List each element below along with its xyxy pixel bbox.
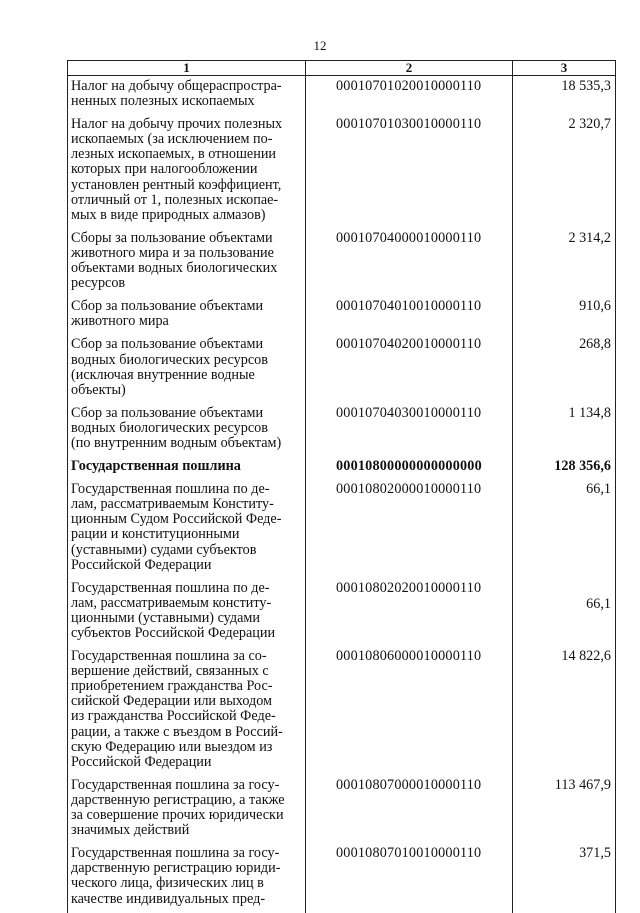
- row-code: 00010704020010000110: [306, 335, 513, 403]
- table-row: [68, 404, 616, 457]
- column-header-2: 2: [306, 61, 513, 76]
- table-row: [68, 457, 616, 480]
- table-row: [68, 776, 616, 844]
- row-name: Государственная пошлина за госу- дарственную регистрацию, а также за совершение прочих юридически значимых действий: [68, 776, 306, 844]
- row-code: 00010701020010000110: [306, 76, 513, 116]
- row-amount: 113 467,9: [513, 776, 616, 844]
- table-row: [68, 844, 616, 912]
- row-amount: 910,6: [513, 297, 616, 335]
- column-header-1: 1: [68, 61, 306, 76]
- row-amount: 18 535,3: [513, 76, 616, 116]
- row-code: 00010807000010000110: [306, 776, 513, 844]
- row-amount: 371,5: [513, 844, 616, 912]
- budget-table: [67, 60, 616, 913]
- row-amount: 2 314,2: [513, 229, 616, 297]
- table-row: [68, 335, 616, 403]
- column-header-3: 3: [513, 61, 616, 76]
- row-code: 00010704030010000110: [306, 404, 513, 457]
- row-code: 00010701030010000110: [306, 115, 513, 229]
- row-amount: 128 356,6: [513, 457, 616, 480]
- row-code: 00010800000000000000: [306, 457, 513, 480]
- row-code: 00010806000010000110: [306, 647, 513, 776]
- row-name: Сбор за пользование объектами водных биологических ресурсов (исключая внутренние водные объекты): [68, 335, 306, 403]
- row-amount: 1 134,8: [513, 404, 616, 457]
- row-name: Государственная пошлина по де- лам, рассматриваемым конститу- ционными (уставными) судами субъектов Российской Федерации: [68, 579, 306, 647]
- row-amount: 66,1: [513, 480, 616, 579]
- table-row: [68, 76, 616, 116]
- row-name: Государственная пошлина по де- лам, рассматриваемым Конститу- ционным Судом Российской Феде- рации и конституционными (уставными) судами субъектов Российской Федерации: [68, 480, 306, 579]
- table-body: [68, 76, 616, 913]
- page-number: 12: [313, 38, 327, 53]
- row-code: 00010704000010000110: [306, 229, 513, 297]
- row-name: Налог на добычу прочих полезных ископаемых (за исключением по- лезных ископаемых, в отношении которых при налогообложении установлен рентный коэффициент, отличный от 1, полезных ископае- мых в виде природных алмазов): [68, 115, 306, 229]
- row-code: 00010704010010000110: [306, 297, 513, 335]
- row-name: Сбор за пользование объектами водных биологических ресурсов (по внутренним водным объектам): [68, 404, 306, 457]
- table-row: [68, 579, 616, 647]
- table-header-row: [68, 61, 616, 76]
- table-row: [68, 480, 616, 579]
- row-amount: 2 320,7: [513, 115, 616, 229]
- row-name: Налог на добычу общераспростра- ненных полезных ископаемых: [68, 76, 306, 116]
- row-name: Сборы за пользование объектами животного мира и за пользование объектами водных биологических ресурсов: [68, 229, 306, 297]
- table-row: [68, 115, 616, 229]
- row-code: 00010802020010000110: [306, 579, 513, 647]
- row-name: Государственная пошлина за со- вершение действий, связанных с приобретением гражданства Рос- сийской Федерации или выходом из гражданства Российской Феде- рации, а также с въездом в Россий- скую Федерацию или выездом из Российской Федерации: [68, 647, 306, 776]
- row-amount: 268,8: [513, 335, 616, 403]
- table-row: [68, 647, 616, 776]
- row-name: Сбор за пользование объектами животного мира: [68, 297, 306, 335]
- row-amount: 66,1: [513, 579, 616, 647]
- row-amount: 14 822,6: [513, 647, 616, 776]
- table-row: [68, 297, 616, 335]
- row-name: Государственная пошлина: [68, 457, 306, 480]
- row-code: 00010807010010000110: [306, 844, 513, 912]
- row-code: 00010802000010000110: [306, 480, 513, 579]
- row-name: Государственная пошлина за госу- дарственную регистрацию юриди- ческого лица, физических лиц в качестве индивидуальных пред-: [68, 844, 306, 912]
- table-row: [68, 229, 616, 297]
